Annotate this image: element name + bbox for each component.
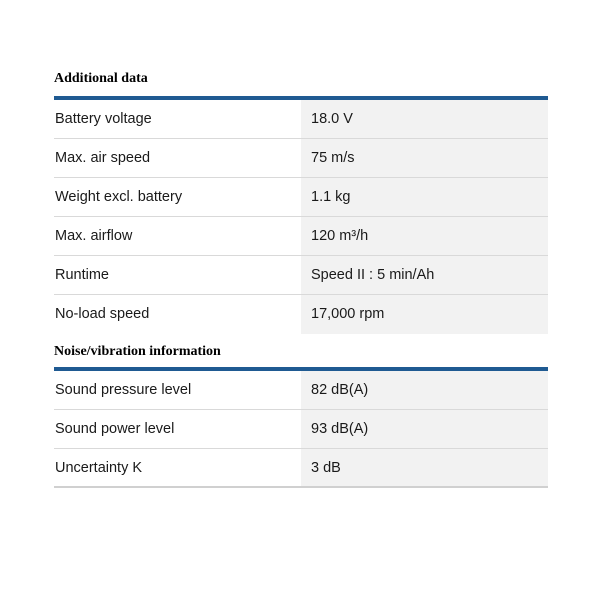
noise-vibration-section: [54, 342, 548, 488]
spec-value: 75 m/s: [301, 139, 548, 177]
spec-value: 18.0 V: [301, 100, 548, 138]
spec-label: Weight excl. battery: [54, 178, 301, 216]
spec-label: Max. airflow: [54, 217, 301, 255]
spec-row-runtime: [54, 256, 548, 295]
additional-data-section: [54, 69, 548, 334]
spec-label: No-load speed: [54, 295, 301, 334]
spec-row-no-load-speed: [54, 295, 548, 334]
spec-row-sound-pressure-level: [54, 371, 548, 410]
spec-label: Uncertainty K: [54, 449, 301, 486]
spec-value: 82 dB(A): [301, 371, 548, 409]
spec-value: 120 m³/h: [301, 217, 548, 255]
spec-value: 17,000 rpm: [301, 295, 548, 334]
spec-label: Sound power level: [54, 410, 301, 448]
spec-label: Runtime: [54, 256, 301, 294]
spec-label: Sound pressure level: [54, 371, 301, 409]
section-title-additional-data: Additional data: [54, 71, 148, 86]
spec-row-max-airflow: [54, 217, 548, 256]
spec-row-uncertainty-k: [54, 449, 548, 488]
spec-value: Speed II : 5 min/Ah: [301, 256, 548, 294]
spec-row-weight-excl-battery: [54, 178, 548, 217]
spec-value: 1.1 kg: [301, 178, 548, 216]
section-title-noise-vibration: Noise/vibration information: [54, 344, 221, 359]
spec-row-battery-voltage: [54, 100, 548, 139]
spec-label: Max. air speed: [54, 139, 301, 177]
spec-value: 3 dB: [301, 449, 548, 486]
spec-label: Battery voltage: [54, 100, 301, 138]
spec-row-max-air-speed: [54, 139, 548, 178]
spec-value: 93 dB(A): [301, 410, 548, 448]
noise-vibration-table: [54, 371, 548, 488]
spec-row-sound-power-level: [54, 410, 548, 449]
additional-data-table: [54, 100, 548, 334]
